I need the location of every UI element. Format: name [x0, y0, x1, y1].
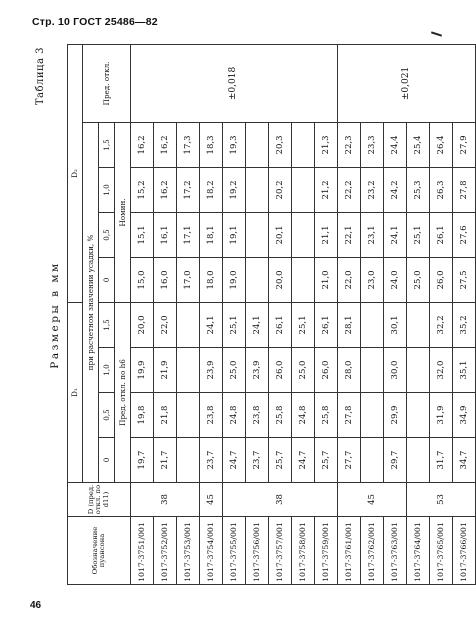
d2-cell: 18,3	[200, 122, 223, 167]
designation-cell: 1017-3757/001	[269, 517, 292, 585]
shrink-header: 0	[99, 438, 115, 483]
d1-cell: 21,9	[154, 348, 177, 393]
d2-cell: 19,2	[223, 167, 246, 212]
d2-cell: 20,2	[269, 167, 292, 212]
d2-cell: 24,2	[384, 167, 407, 212]
designation-cell: 1017-3762/001	[361, 517, 384, 585]
d1-cell: 25,1	[223, 302, 246, 347]
d2-cell: 22,0	[338, 257, 361, 302]
d1-cell: 24,8	[292, 393, 315, 438]
d2-cell: 24,0	[384, 257, 407, 302]
d2-cell: 23,1	[361, 212, 384, 257]
tolerance-header: Пред. откл.	[83, 44, 131, 122]
d1-cell	[177, 348, 200, 393]
designation-cell: 1017-3751/001	[131, 517, 154, 585]
d2-cell: 23,0	[361, 257, 384, 302]
d2-cell: 19,3	[223, 122, 246, 167]
d2-cell: 22,3	[338, 122, 361, 167]
d-cell: 38	[223, 483, 338, 517]
d1-cell: 24,7	[223, 438, 246, 483]
d1-cell: 23,7	[200, 438, 223, 483]
d1-cell: 30,0	[384, 348, 407, 393]
d1-cell: 26,1	[269, 302, 292, 347]
d2-cell: 16,2	[131, 122, 154, 167]
d1-cell	[407, 348, 430, 393]
d2-cell	[292, 257, 315, 302]
d2-header: D₂	[68, 44, 83, 302]
d2-cell: 26,0	[430, 257, 453, 302]
d1-cell: 31,9	[430, 393, 453, 438]
d2-cell: 22,2	[338, 167, 361, 212]
d2-cell: 24,1	[384, 212, 407, 257]
shrink-header: 0,5	[99, 212, 115, 257]
d1-cell: 24,7	[292, 438, 315, 483]
d1-cell: 32,0	[430, 348, 453, 393]
d2-cell: 19,0	[223, 257, 246, 302]
d1-cell: 26,0	[315, 348, 338, 393]
d2-cell: 20,0	[269, 257, 292, 302]
designation-cell: 1017-3766/001	[453, 517, 476, 585]
d2-cell: 21,3	[315, 122, 338, 167]
d2-cell: 23,2	[361, 167, 384, 212]
shrink-header: 1,5	[99, 122, 115, 167]
d1-cell: 25,0	[223, 348, 246, 393]
d2-cell: 27,8	[453, 167, 476, 212]
page-number: 46	[30, 600, 42, 611]
d2-cell: 22,1	[338, 212, 361, 257]
table-body	[131, 44, 476, 584]
d2-cell: 23,3	[361, 122, 384, 167]
d1-cell	[407, 302, 430, 347]
d1-cell: 26,0	[269, 348, 292, 393]
designation-cell: 1017-3763/001	[384, 517, 407, 585]
d-header: D (пред. откл. по d11)	[68, 483, 131, 517]
d2-cell: 18,1	[200, 212, 223, 257]
d1-cell: 19,7	[131, 438, 154, 483]
d2-cell: 17,3	[177, 122, 200, 167]
d1-cell: 29,7	[384, 438, 407, 483]
d2-cell	[292, 167, 315, 212]
d1-cell: 28,0	[338, 348, 361, 393]
d2-cell: 16,1	[154, 212, 177, 257]
d1-cell	[361, 438, 384, 483]
d2-cell: 19,1	[223, 212, 246, 257]
designation-cell: 1017-3756/001	[246, 517, 269, 585]
designation-cell: 1017-3759/001	[315, 517, 338, 585]
designation-cell: 1017-3753/001	[177, 517, 200, 585]
d1-cell: 23,8	[246, 393, 269, 438]
d2-cell: 15,1	[131, 212, 154, 257]
d2-cell: 26,3	[430, 167, 453, 212]
shrink-header: 1,5	[99, 302, 115, 347]
d1-cell: 24,1	[246, 302, 269, 347]
d2-cell: 27,9	[453, 122, 476, 167]
d1-cell: 25,8	[315, 393, 338, 438]
d2-cell: 21,1	[315, 212, 338, 257]
d1-cell: 25,7	[269, 438, 292, 483]
d1-cell: 23,8	[200, 393, 223, 438]
table-row	[131, 44, 154, 584]
d2-cell: 25,4	[407, 122, 430, 167]
d1-cell: 27,8	[338, 393, 361, 438]
table-row	[338, 44, 361, 584]
d2-cell	[292, 122, 315, 167]
d1-cell: 34,9	[453, 393, 476, 438]
d2-cell: 17,1	[177, 212, 200, 257]
d2-cell: 25,3	[407, 167, 430, 212]
d2-cell	[246, 257, 269, 302]
nominal-header: Номин.	[115, 122, 131, 302]
d1-cell	[407, 438, 430, 483]
d1-cell: 32,2	[430, 302, 453, 347]
d-cell: 38	[131, 483, 200, 517]
d1-cell	[177, 393, 200, 438]
d2-cell: 26,4	[430, 122, 453, 167]
d-cell: 53	[407, 483, 476, 517]
d2-cell: 17,0	[177, 257, 200, 302]
d2-cell: 15,0	[131, 257, 154, 302]
d1-cell: 22,0	[154, 302, 177, 347]
d1-cell: 26,1	[315, 302, 338, 347]
table-row	[200, 44, 223, 584]
d1-cell: 24,1	[200, 302, 223, 347]
d2-cell: 21,0	[315, 257, 338, 302]
d1-cell	[361, 348, 384, 393]
d1-cell: 25,0	[292, 348, 315, 393]
d2-cell	[246, 122, 269, 167]
d2-cell: 17,2	[177, 167, 200, 212]
d2-cell: 25,1	[407, 212, 430, 257]
d2-cell	[292, 212, 315, 257]
designation-cell: 1017-3755/001	[223, 517, 246, 585]
d2-cell: 16,2	[154, 122, 177, 167]
d2-cell	[246, 167, 269, 212]
designation-cell: 1017-3754/001	[200, 517, 223, 585]
designation-cell: 1017-3764/001	[407, 517, 430, 585]
d1-header: D₁	[68, 302, 83, 482]
d1-cell: 35,2	[453, 302, 476, 347]
d2-cell: 26,1	[430, 212, 453, 257]
d2-cell	[246, 212, 269, 257]
shrink-header: 0,5	[99, 393, 115, 438]
d1-cell: 25,7	[315, 438, 338, 483]
d1-cell: 35,1	[453, 348, 476, 393]
d2-cell: 27,6	[453, 212, 476, 257]
d2-cell: 18,2	[200, 167, 223, 212]
d1-cell: 29,9	[384, 393, 407, 438]
d2-cell: 15,2	[131, 167, 154, 212]
d1-cell	[361, 302, 384, 347]
d2-cell: 27,5	[453, 257, 476, 302]
d1-cell: 20,0	[131, 302, 154, 347]
d1-cell	[177, 438, 200, 483]
d2-cell: 21,2	[315, 167, 338, 212]
d1-cell: 24,8	[223, 393, 246, 438]
d-cell: 45	[338, 483, 407, 517]
rotated-table-block	[35, 45, 469, 585]
d2-cell: 25,0	[407, 257, 430, 302]
d2-cell: 20,3	[269, 122, 292, 167]
d1-cell: 23,7	[246, 438, 269, 483]
d1-cell	[407, 393, 430, 438]
d1-cell	[361, 393, 384, 438]
d1-cell: 21,8	[154, 393, 177, 438]
d1-cell: 25,8	[269, 393, 292, 438]
designation-cell: 1017-3758/001	[292, 517, 315, 585]
page-header: Стр. 10 ГОСТ 25486—82	[32, 16, 158, 28]
d1-cell: 21,7	[154, 438, 177, 483]
designation-cell: 1017-3752/001	[154, 517, 177, 585]
designation-cell: 1017-3761/001	[338, 517, 361, 585]
dimensions-table	[67, 44, 476, 585]
tolerance-cell: ±0,021	[338, 44, 476, 122]
d-cell: 45	[200, 483, 223, 517]
table-row	[407, 44, 430, 584]
d2-cell: 16,2	[154, 167, 177, 212]
d1-cell: 23,9	[246, 348, 269, 393]
shrink-header: 1,0	[99, 348, 115, 393]
h6-tolerance-header: Пред. откл. по h6	[115, 302, 131, 482]
d1-cell	[177, 302, 200, 347]
shrink-header: 0	[99, 257, 115, 302]
table-row	[223, 44, 246, 584]
d1-cell: 28,1	[338, 302, 361, 347]
d1-cell: 30,1	[384, 302, 407, 347]
designation-cell: 1017-3765/001	[430, 517, 453, 585]
d2-cell: 18,0	[200, 257, 223, 302]
designation-header: Обозначение пуансона	[68, 517, 131, 585]
d1-cell: 19,8	[131, 393, 154, 438]
d1-cell: 23,9	[200, 348, 223, 393]
dimensions-caption: Размеры в мм	[49, 261, 61, 369]
table-head	[68, 44, 131, 584]
d1-cell: 27,7	[338, 438, 361, 483]
d2-cell: 16,0	[154, 257, 177, 302]
shrink-header: 1,0	[99, 167, 115, 212]
scan-mark	[431, 31, 442, 36]
d1-cell: 31,7	[430, 438, 453, 483]
d2-cell: 20,1	[269, 212, 292, 257]
d2-cell: 24,4	[384, 122, 407, 167]
table-caption: Таблица 3	[35, 47, 46, 106]
d1-cell: 19,9	[131, 348, 154, 393]
d1-cell: 25,1	[292, 302, 315, 347]
tension-header: при расчетном значении усадки, %	[83, 122, 99, 482]
tolerance-cell: ±0,018	[131, 44, 338, 122]
d1-cell: 34,7	[453, 438, 476, 483]
